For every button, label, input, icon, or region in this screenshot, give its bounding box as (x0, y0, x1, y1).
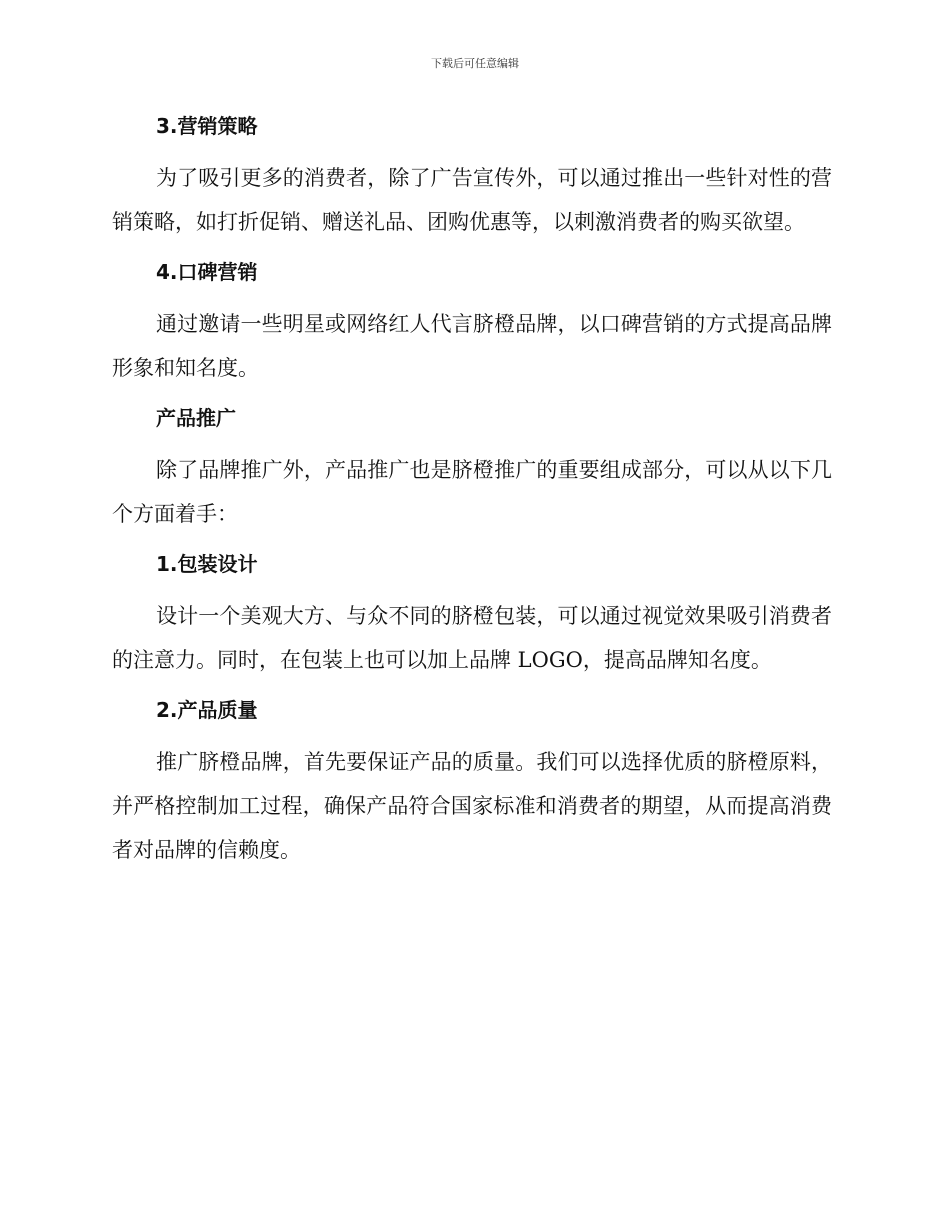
section-heading-product-promotion: 产品推广 (156, 406, 236, 430)
document-body (112, 106, 832, 880)
paragraph-marketing-strategy: 为了吸引更多的消费者，除了广告宣传外，可以通过推出一些针对性的营销策略，如打折促销、赠送礼品、团购优惠等，以刺激消费者的购买欲望。 (112, 166, 832, 234)
paragraph-packaging-design: 设计一个美观大方、与众不同的脐橙包装，可以通过视觉效果吸引消费者的注意力。同时，在包装上也可以加上品牌 LOGO，提高品牌知名度。 (112, 604, 832, 672)
section-heading-word-of-mouth: 4.口碑营销 (156, 260, 258, 284)
page-header-note: 下载后可任意编辑 (431, 57, 519, 70)
paragraph-word-of-mouth: 通过邀请一些明星或网络红人代言脐橙品牌，以口碑营销的方式提高品牌形象和知名度。 (112, 312, 832, 380)
section-heading-product-quality: 2.产品质量 (156, 698, 258, 722)
paragraph-product-promotion: 除了品牌推广外，产品推广也是脐橙推广的重要组成部分，可以从以下几个方面着手： (112, 458, 832, 526)
section-heading-marketing-strategy: 3.营销策略 (156, 114, 258, 138)
section-heading-packaging-design: 1.包装设计 (156, 552, 258, 576)
paragraph-product-quality: 推广脐橙品牌，首先要保证产品的质量。我们可以选择优质的脐橙原料，并严格控制加工过程，确保产品符合国家标准和消费者的期望，从而提高消费者对品牌的信赖度。 (112, 750, 832, 862)
